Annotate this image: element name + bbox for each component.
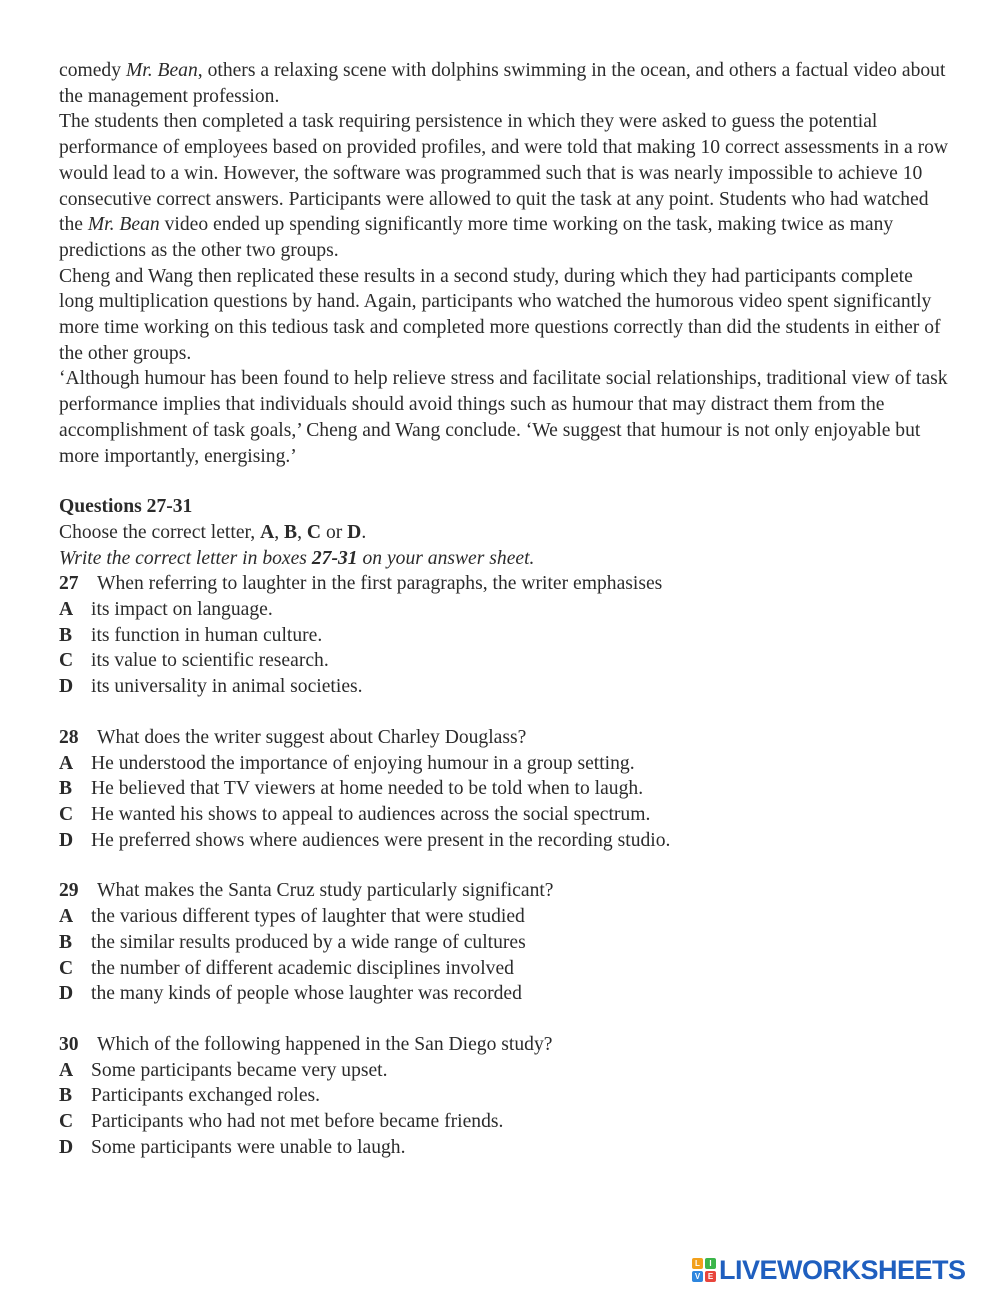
option-text: He preferred shows where audiences were present in the recording studio. [91,829,671,851]
question-text: What makes the Santa Cruz study particularly significant? [97,880,554,902]
option-letter: A [59,599,74,621]
option-text: He believed that TV viewers at home needed to be told when to laugh. [91,778,644,800]
option-text: Some participants became very upset. [91,1059,388,1081]
option-letter: C [59,650,74,672]
question-text: What does the writer suggest about Charley Douglass? [97,726,527,748]
option-letter: B [59,778,73,800]
answer-option-b[interactable] [59,930,949,956]
question-stem [59,571,949,597]
answer-option-c[interactable] [59,648,949,674]
question-stem [59,1032,949,1058]
answer-option-a[interactable] [59,904,949,930]
answer-option-c[interactable] [59,956,949,982]
answer-option-c[interactable] [59,1109,949,1135]
liveworksheets-logo-icon [692,1258,716,1282]
question-number: 27 [59,573,79,595]
logo-icon-square: V [692,1271,703,1282]
answer-option-d[interactable] [59,674,949,700]
liveworksheets-logo-text: LIVEWORKSHEETS [719,1254,966,1285]
title-mr-bean: Mr. Bean [87,214,160,236]
option-letter: C [59,1111,74,1133]
option-text: its universality in animal societies. [91,676,363,698]
option-letter: B [59,931,73,953]
answer-option-c[interactable] [59,802,949,828]
option-letter: B [59,1085,73,1107]
question-number: 29 [59,880,79,902]
question-29 [59,878,949,1007]
question-number: 30 [59,1033,79,1055]
question-stem [59,878,949,904]
logo-icon-square: L [692,1258,703,1269]
option-letter: C [59,803,74,825]
option-letter: D [59,676,74,698]
logo-icon-square: E [705,1271,716,1282]
answer-option-d[interactable] [59,828,949,854]
option-text: Some participants were unable to laugh. [91,1136,406,1158]
option-text: the number of different academic disciplines involved [91,957,514,979]
passage-paragraph-3: Cheng and Wang then replicated these results in a second study, during which they had participants complete long multiplication questions by hand. Again, participants who watched the humorous video spent significantly more time working on this tedious task and completed more questions correctly than did the students in either of the other groups. [59,265,941,364]
option-text: the many kinds of people whose laughter was recorded [91,983,522,1005]
option-text: its value to scientific research. [91,650,329,672]
liveworksheets-logo[interactable] [692,1256,966,1284]
instructions: Choose the correct letter, A, B, C or D. [59,521,367,543]
option-letter: A [59,752,74,774]
option-text: the various different types of laughter that were studied [91,906,525,928]
passage-paragraph-1: comedy Mr. Bean, others a relaxing scene with dolphins swimming in the ocean, and others a factual video about the management profession. [59,60,946,107]
answer-option-a[interactable] [59,751,949,777]
option-letter: D [59,829,74,851]
passage-paragraph-4: ‘Although humour has been found to help relieve stress and facilitate social relationships, traditional view of task performance implies that individuals should avoid things such as humour that may distract them from the accomplishment of task goals,’ Cheng and Wang conclude. ‘We suggest that humour is not only enjoyable but more importantly, energising.’ [59,368,948,467]
question-text: Which of the following happened in the San Diego study? [97,1033,553,1055]
option-letter: A [59,1059,74,1081]
passage-paragraph-2: The students then completed a task requiring persistence in which they were asked to guess the potential performance of employees based on provided profiles, and were told that making 10 correct assessments in a row would lead to a win. However, the software was programmed such that is was nearly impossible to achieve 10 consecutive correct answers. Participants were allowed to quit the task at any point. Students who had watched the Mr. Bean video ended up spending significantly more time working on the task, making twice as many predictions as the other two groups. [59,111,949,261]
option-text: its impact on language. [91,599,273,621]
option-letter: A [59,906,74,928]
answer-option-b[interactable] [59,776,949,802]
question-list [59,571,949,1160]
answer-option-d[interactable] [59,981,949,1007]
document-page [59,58,949,1185]
answer-option-b[interactable] [59,1083,949,1109]
logo-icon-square: I [705,1258,716,1269]
option-letter: D [59,1136,74,1158]
questions-heading: Questions 27-31 [59,496,193,518]
option-text: Participants exchanged roles. [91,1085,321,1107]
question-text: When referring to laughter in the first paragraphs, the writer emphasises [97,573,663,595]
question-30 [59,1032,949,1161]
option-text: its function in human culture. [91,624,323,646]
question-stem [59,725,949,751]
question-28 [59,725,949,854]
answer-sheet-instructions: Write the correct letter in boxes 27-31 on your answer sheet. [59,547,535,569]
option-text: the similar results produced by a wide range of cultures [91,931,526,953]
title-mr-bean: Mr. Bean [125,60,198,81]
answer-option-b[interactable] [59,623,949,649]
option-text: Participants who had not met before became friends. [91,1111,504,1133]
answer-option-d[interactable] [59,1135,949,1161]
option-letter: B [59,624,73,646]
question-27 [59,571,949,700]
answer-option-a[interactable] [59,1058,949,1084]
option-text: He wanted his shows to appeal to audiences across the social spectrum. [91,803,651,825]
option-text: He understood the importance of enjoying humour in a group setting. [91,752,635,774]
option-letter: D [59,983,74,1005]
answer-option-a[interactable] [59,597,949,623]
option-letter: C [59,957,74,979]
question-number: 28 [59,726,79,748]
